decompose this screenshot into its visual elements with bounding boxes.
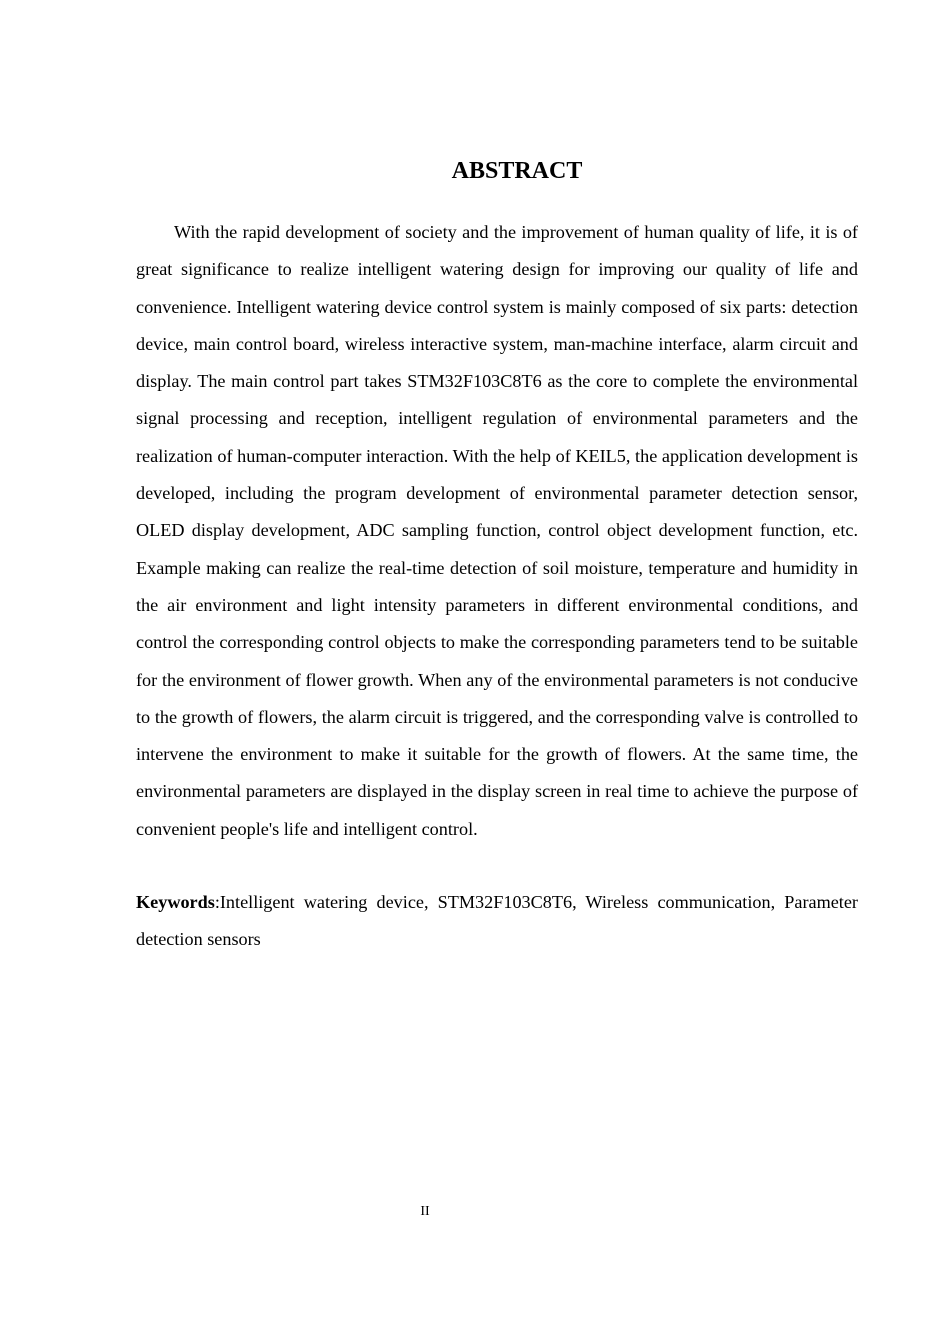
keywords-label: Keywords <box>136 892 215 912</box>
keywords-text: :Intelligent watering device, STM32F103C8T6, Wireless communication, Parameter detection sensors <box>136 892 858 950</box>
page-title: ABSTRACT <box>451 158 583 184</box>
abstract-paragraph: With the rapid development of society and the improvement of human quality of life, it is of great significance to realize intelligent watering design for improving our quality of life and convenience. Intelligent watering device control system is mainly composed of six parts: detection device, main control board, wireless interactive system, man-machine interface, alarm circuit and display. The main control part takes STM32F103C8T6 as the core to complete the environmental signal processing and reception, intelligent regulation of environmental parameters and the realization of human-computer interaction. With the help of KEIL5, the application development is developed, including the program development of environmental parameter detection sensor, OLED display development, ADC sampling function, control object development function, etc. Example making can realize the real-time detection of soil moisture, temperature and humidity in the air environment and light intensity parameters in different environmental conditions, and control the corresponding control objects to make the corresponding parameters tend to be suitable for the environment of flower growth. When any of the environmental parameters is not conducive to the growth of flowers, the alarm circuit is triggered, and the corresponding valve is controlled to intervene the environment to make it suitable for the growth of flowers. At the same time, the environmental parameters are displayed in the display screen in real time to achieve the purpose of convenient people's life and intelligent control. <box>136 222 858 839</box>
keywords-line <box>136 884 858 959</box>
page-number: II <box>420 1204 430 1219</box>
